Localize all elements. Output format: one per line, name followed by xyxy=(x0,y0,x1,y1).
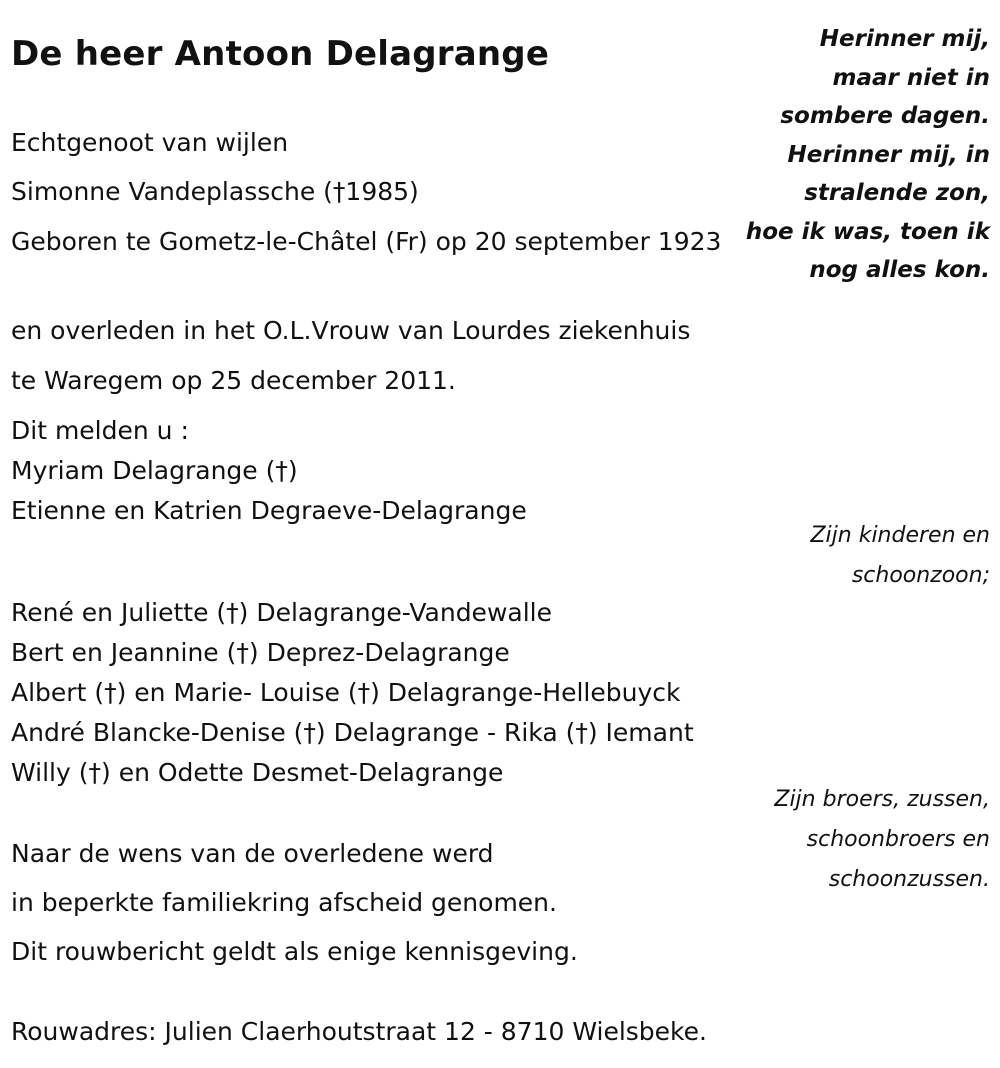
children-label-line: schoonzoon; xyxy=(851,563,990,588)
poem-line: hoe ik was, toen ik xyxy=(745,218,990,245)
poem-line: stralende zon, xyxy=(804,180,990,206)
poem-line: nog alles kon. xyxy=(809,257,990,283)
poem-line: Herinner mij, xyxy=(819,26,990,52)
sibling-line: René en Juliette (†) Delagrange-Vandewalle xyxy=(11,598,552,627)
child-line: Etienne en Katrien Degraeve-Delagrange xyxy=(11,496,527,525)
sibling-line: Albert (†) en Marie- Louise (†) Delagrange-Hellebuyck xyxy=(11,678,681,707)
poem-line: maar niet in xyxy=(832,64,990,91)
poem-line: sombere dagen. xyxy=(780,103,990,129)
memorial-poem xyxy=(746,20,990,290)
death-line-1: en overleden in het O.L.Vrouw van Lourdes ziekenhuis xyxy=(11,316,691,345)
closing-line: Naar de wens van de overledene werd xyxy=(11,839,494,868)
death-line-2: te Waregem op 25 december 2011. xyxy=(11,366,456,395)
notice-title: De heer Antoon Delagrange xyxy=(11,34,550,74)
spouse-intro: Echtgenoot van wijlen xyxy=(11,128,289,157)
children-label xyxy=(810,516,990,596)
siblings-label-line: schoonzussen. xyxy=(828,867,990,892)
closing-line: in beperkte familiekring afscheid genomen. xyxy=(11,888,557,917)
sibling-line: Bert en Jeannine (†) Deprez-Delagrange xyxy=(11,638,510,667)
siblings-label-line: schoonbroers en xyxy=(806,827,990,852)
announce-intro: Dit melden u : xyxy=(11,416,189,445)
siblings-label-line: Zijn broers, zussen, xyxy=(774,787,990,812)
sibling-line: André Blancke-Denise (†) Delagrange - Rika (†) Iemant xyxy=(11,718,694,747)
sibling-line: Willy (†) en Odette Desmet-Delagrange xyxy=(11,758,504,787)
closing-line: Dit rouwbericht geldt als enige kennisgeving. xyxy=(11,937,578,966)
mourning-address: Rouwadres: Julien Claerhoutstraat 12 - 8710 Wielsbeke. xyxy=(11,1017,707,1046)
birth-line: Geboren te Gometz-le-Châtel (Fr) op 20 september 1923 xyxy=(11,227,722,256)
spouse-name: Simonne Vandeplassche (†1985) xyxy=(11,177,419,206)
child-line: Myriam Delagrange (†) xyxy=(11,456,298,485)
poem-line: Herinner mij, in xyxy=(787,141,990,168)
siblings-label xyxy=(774,780,990,900)
children-label-line: Zijn kinderen en xyxy=(810,523,990,548)
